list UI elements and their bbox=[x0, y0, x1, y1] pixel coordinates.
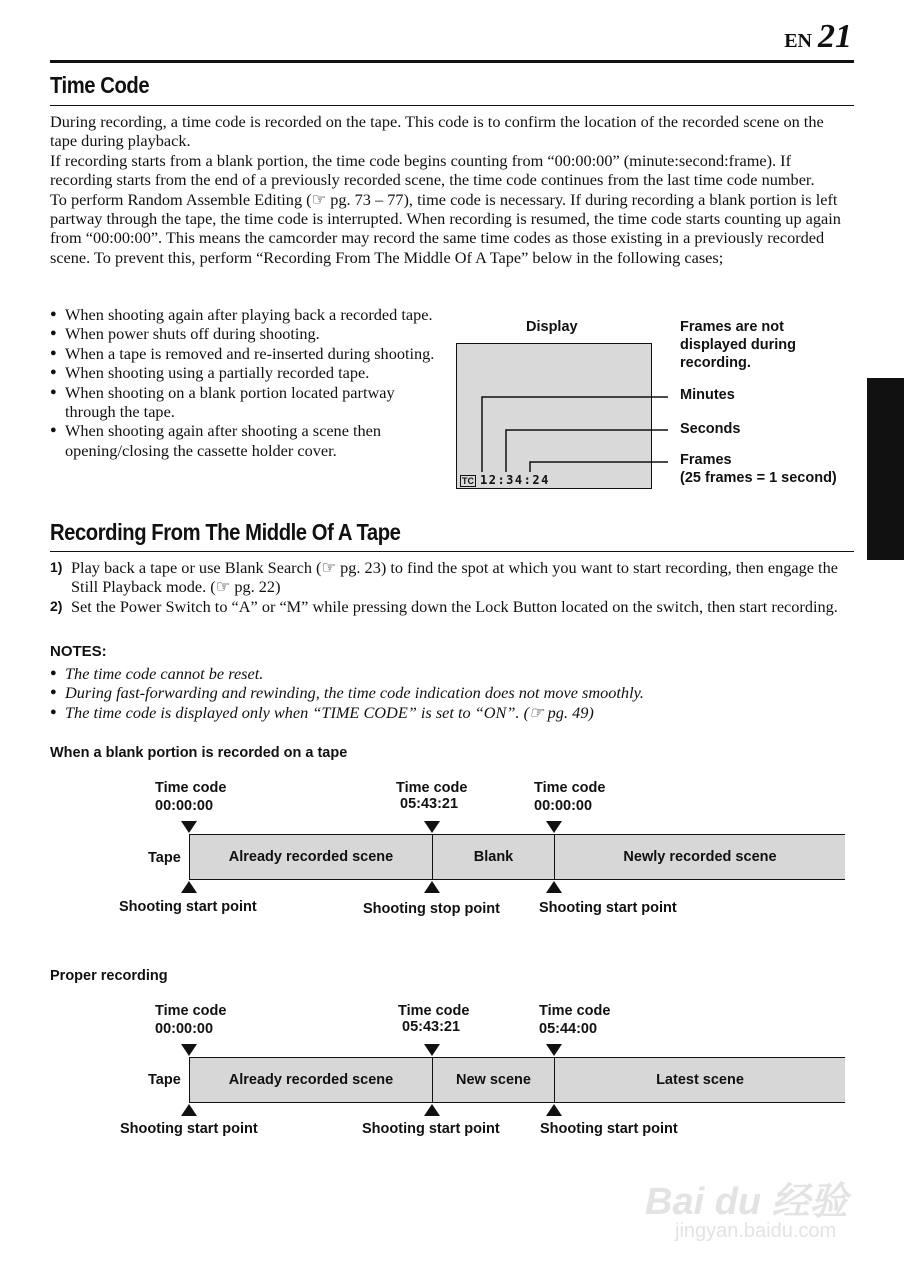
step-item bbox=[50, 558, 850, 597]
point-label: Shooting start point bbox=[120, 1121, 258, 1137]
note-item: ● The time code cannot be reset. bbox=[50, 664, 850, 683]
tape-label: Tape bbox=[148, 850, 181, 866]
tc-label: Time code bbox=[155, 780, 227, 796]
display-callout-lines bbox=[456, 380, 676, 490]
tc-value: 00:00:00 bbox=[155, 798, 214, 814]
header-rule bbox=[50, 60, 854, 63]
tape-segment: Blank bbox=[432, 835, 554, 879]
diagram-blank-title: When a blank portion is recorded on a tape bbox=[50, 745, 348, 761]
down-arrow-icon bbox=[424, 821, 440, 833]
paragraph: To perform Random Assemble Editing (☞ pg. 73 – 77), time code is necessary. If during recording a blank portion is left partway through the tape, the time code is interrupted. When recording is resumed, the time code starts counting up again from “00:00:00”. This means the camcorder may record the same time codes as those existing in a previously recorded scene. To prevent this, perform “Recording From The Middle Of A Tape” below in the following cases; bbox=[50, 189, 841, 267]
cases-list bbox=[50, 305, 435, 460]
tc-label: Time code bbox=[398, 1003, 470, 1019]
note-item: ● During fast-forwarding and rewinding, the time code indication does not move smoothly. bbox=[50, 683, 850, 702]
readout-value: 12:34:24 bbox=[480, 473, 550, 487]
page-number: 21 bbox=[818, 18, 852, 55]
tape-segment: Already recorded scene bbox=[189, 835, 432, 879]
tc-value: 00:00:00 bbox=[534, 798, 593, 814]
tc-icon: TC bbox=[462, 476, 474, 486]
tape-bar bbox=[189, 1057, 845, 1103]
tc-label: Time code bbox=[534, 780, 606, 796]
point-label: Shooting start point bbox=[540, 1121, 678, 1137]
page-label bbox=[784, 18, 852, 56]
time-code-intro bbox=[50, 112, 850, 267]
up-arrow-icon bbox=[424, 881, 440, 893]
tape-label: Tape bbox=[148, 1072, 181, 1088]
watermark-logo: Bai du 经验 bbox=[645, 1181, 848, 1223]
list-item: ● When shooting again after shooting a scene then opening/closing the cassette holder cover. bbox=[50, 421, 435, 460]
point-label: Shooting start point bbox=[362, 1121, 500, 1137]
point-label: Shooting start point bbox=[119, 899, 257, 915]
frames-not-displayed-note: Frames are not displayed during recording. bbox=[680, 319, 797, 371]
minutes-callout bbox=[482, 397, 668, 472]
step-text: Play back a tape or use Blank Search (☞ pg. 23) to find the spot at which you want to start recording, then engage the Still Playback mode. (☞ pg. 22) bbox=[71, 558, 838, 597]
list-item: ● When power shuts off during shooting. bbox=[50, 324, 435, 343]
down-arrow-icon bbox=[546, 821, 562, 833]
point-label: Shooting start point bbox=[539, 900, 677, 916]
tc-value: 00:00:00 bbox=[155, 1021, 214, 1037]
section-title-time-code: Time Code bbox=[50, 72, 150, 98]
display-label: Display bbox=[526, 319, 578, 335]
tc-value: 05:43:21 bbox=[400, 796, 459, 812]
up-arrow-icon bbox=[181, 1104, 197, 1116]
section-title-recording-middle: Recording From The Middle Of A Tape bbox=[50, 519, 401, 545]
list-item: ● When shooting on a blank portion located partway through the tape. bbox=[50, 383, 435, 422]
diagram-proper-title: Proper recording bbox=[50, 968, 168, 984]
down-arrow-icon bbox=[181, 821, 197, 833]
tc-label: Time code bbox=[155, 1003, 227, 1019]
down-arrow-icon bbox=[546, 1044, 562, 1056]
up-arrow-icon bbox=[424, 1104, 440, 1116]
tc-value: 05:44:00 bbox=[539, 1021, 598, 1037]
up-arrow-icon bbox=[546, 1104, 562, 1116]
list-item: ● When shooting using a partially recorded tape. bbox=[50, 363, 435, 382]
list-item: ● When a tape is removed and re-inserted during shooting. bbox=[50, 344, 435, 363]
step-text: Set the Power Switch to “A” or “M” while pressing down the Lock Button located on the switch, then start recording. bbox=[71, 596, 838, 616]
note-item: ● The time code is displayed only when “TIME CODE” is set to “ON”. (☞ pg. 49) bbox=[50, 703, 850, 722]
up-arrow-icon bbox=[546, 881, 562, 893]
section-rule bbox=[50, 551, 854, 552]
tape-segment: Newly recorded scene bbox=[554, 835, 845, 879]
point-label: Shooting stop point bbox=[363, 901, 500, 917]
step-number: 1) bbox=[50, 559, 63, 575]
step-number: 2) bbox=[50, 597, 63, 614]
frames-callout bbox=[530, 462, 668, 472]
tape-segment: New scene bbox=[432, 1058, 554, 1102]
frames-label: Frames bbox=[680, 452, 732, 468]
side-tab bbox=[867, 378, 904, 560]
notes-title: NOTES: bbox=[50, 643, 107, 660]
tape-segment: Latest scene bbox=[554, 1058, 845, 1102]
tape-segment: Already recorded scene bbox=[189, 1058, 432, 1102]
notes-list bbox=[50, 664, 850, 722]
minutes-label: Minutes bbox=[680, 387, 735, 403]
tc-label: Time code bbox=[396, 780, 468, 796]
down-arrow-icon bbox=[424, 1044, 440, 1056]
paragraph: If recording starts from a blank portion, the time code begins counting from “00:00:00” (minute:second:frame). If recording starts from the end of a previously recorded scene, the time code continues from the last time code number. bbox=[50, 150, 815, 190]
list-item: ● When shooting again after playing back a recorded tape. bbox=[50, 305, 435, 324]
steps-list bbox=[50, 558, 850, 616]
seconds-label: Seconds bbox=[680, 421, 741, 437]
tc-label: Time code bbox=[539, 1003, 611, 1019]
step-item bbox=[50, 597, 850, 616]
frames-detail: (25 frames = 1 second) bbox=[680, 470, 837, 486]
section-rule bbox=[50, 105, 854, 106]
up-arrow-icon bbox=[181, 881, 197, 893]
tape-bar bbox=[189, 834, 845, 880]
paragraph: During recording, a time code is recorded on the tape. This code is to confirm the location of the recorded scene on the tape during playback. bbox=[50, 112, 824, 151]
watermark-url: jingyan.baidu.com bbox=[675, 1220, 837, 1242]
language-code: EN bbox=[784, 30, 812, 52]
down-arrow-icon bbox=[181, 1044, 197, 1056]
tc-value: 05:43:21 bbox=[402, 1019, 461, 1035]
